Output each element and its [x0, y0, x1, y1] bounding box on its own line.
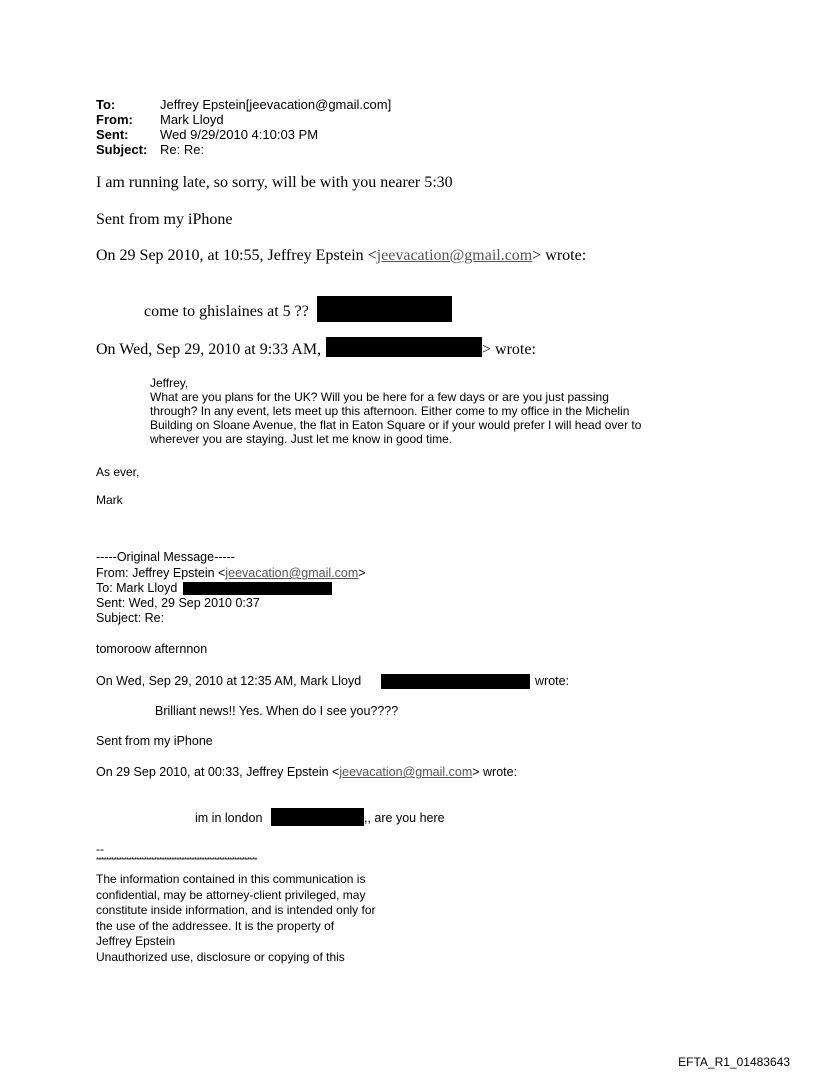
- quote-header-1: [96, 247, 586, 265]
- quote-3-text: Brilliant news!! Yes. When do I see you????: [155, 704, 399, 718]
- document-id: EFTA_R1_01483643: [678, 1055, 790, 1069]
- star-divider: ****************************************************************: [96, 856, 257, 865]
- para-line: through? In any event, lets meet up this afternoon. Either come to my office in the Michelin: [150, 404, 630, 418]
- body-line-running-late: I am running late, so sorry, will be with you nearer 5:30: [96, 174, 453, 191]
- quote-header-3-suffix: wrote:: [535, 674, 570, 688]
- quote-header-2-suffix: > wrote:: [482, 341, 536, 358]
- email-link[interactable]: jeevacation@gmail.com: [339, 765, 473, 779]
- to-label: To:: [96, 97, 116, 112]
- disclaimer-line: the use of the addressee. It is the property of: [96, 918, 335, 933]
- body-line-sent-from-iphone: Sent from my iPhone: [96, 211, 233, 228]
- quote-header-1-prefix: On 29 Sep 2010, at 10:55, Jeffrey Epstein <: [96, 247, 377, 264]
- redaction-block: [271, 808, 364, 826]
- original-from-prefix: From: Jeffrey Epstein <: [96, 566, 226, 580]
- signature: Mark: [96, 493, 123, 507]
- redaction-block: [183, 582, 332, 595]
- quote-header-2-prefix: On Wed, Sep 29, 2010 at 9:33 AM,: [96, 341, 322, 358]
- quote-header-4: [96, 765, 517, 780]
- original-subject: Subject: Re:: [96, 611, 165, 625]
- redaction-block: [381, 674, 530, 689]
- signature-dashes: --: [96, 842, 104, 856]
- quote-header-3-prefix: On Wed, Sep 29, 2010 at 12:35 AM, Mark Lloyd: [96, 674, 362, 688]
- subject-value: Re: Re:: [160, 142, 205, 157]
- disclaimer-line: Unauthorized use, disclosure or copying of this: [96, 949, 345, 964]
- sent-value: Wed 9/29/2010 4:10:03 PM: [160, 127, 319, 142]
- quote-header-1-suffix: > wrote:: [532, 247, 587, 264]
- quote-4-text-b: ,, are you here: [364, 811, 445, 825]
- subject-label: Subject:: [96, 142, 148, 157]
- quote-header-4-suffix: > wrote:: [472, 765, 518, 779]
- para-line: What are you plans for the UK? Will you be here for a few days or are you just passing: [150, 390, 609, 404]
- original-to: To: Mark Lloyd: [96, 581, 178, 595]
- disclaimer-line: constitute inside information, and is intended only for: [96, 903, 376, 917]
- as-ever: As ever,: [96, 465, 140, 479]
- disclaimer-line: confidential, may be attorney-client privileged, may: [96, 887, 366, 902]
- para-line: Building on Sloane Avenue, the flat in Eaton Square or if your would prefer I will head over to: [150, 418, 642, 432]
- original-message-divider: -----Original Message-----: [96, 550, 235, 564]
- quoted-paragraph: [150, 376, 641, 446]
- from-value: Mark Lloyd: [160, 112, 224, 127]
- sent-from-iphone: Sent from my iPhone: [96, 734, 213, 748]
- email-link[interactable]: jeevacation@gmail.com: [376, 247, 533, 264]
- quote-header-4-prefix: On 29 Sep 2010, at 00:33, Jeffrey Epstein <: [96, 765, 340, 779]
- sent-label: Sent:: [96, 127, 129, 142]
- original-from: [96, 566, 366, 581]
- quote-1-text: come to ghislaines at 5 ??: [144, 303, 309, 320]
- disclaimer-line: The information contained in this communication is: [96, 872, 366, 886]
- disclaimer-line: Jeffrey Epstein: [96, 934, 176, 948]
- from-label: From:: [96, 112, 133, 127]
- to-value: Jeffrey Epstein[jeevacation@gmail.com]: [160, 97, 392, 112]
- email-link[interactable]: jeevacation@gmail.com: [225, 566, 359, 580]
- original-sent: Sent: Wed, 29 Sep 2010 0:37: [96, 596, 260, 610]
- para-line: wherever you are staying. Just let me know in good time.: [150, 432, 453, 446]
- redaction-block: [326, 337, 482, 357]
- original-body: tomoroow afternnon: [96, 642, 208, 656]
- original-from-suffix: >: [358, 566, 366, 580]
- redaction-block: [317, 296, 452, 322]
- para-line: Jeffrey,: [150, 376, 189, 390]
- disclaimer-text: [96, 872, 376, 965]
- quote-4-text-a: im in london: [195, 811, 263, 825]
